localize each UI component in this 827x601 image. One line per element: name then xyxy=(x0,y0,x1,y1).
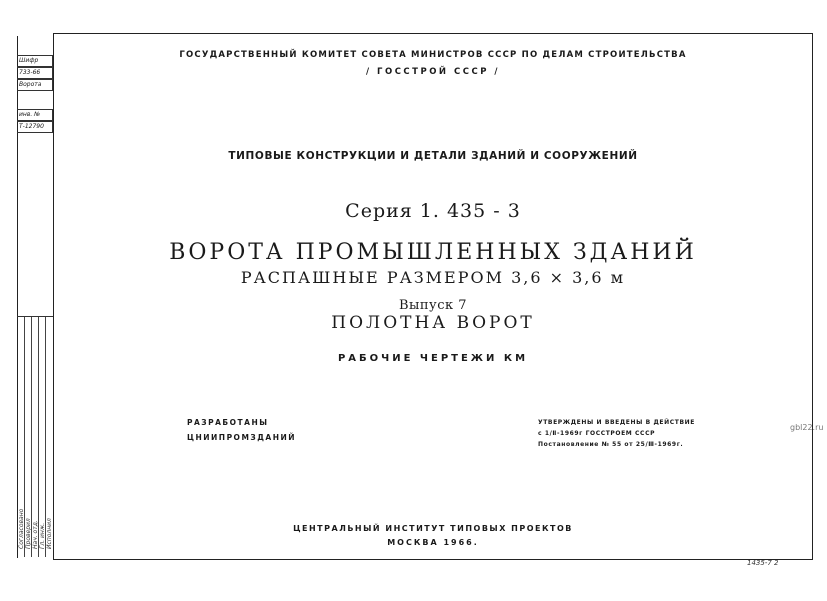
side-note: Исполнил xyxy=(46,518,53,549)
archive-stamp xyxy=(17,55,53,133)
developer-block xyxy=(187,415,296,445)
developer-label: РАЗРАБОТАНЫ xyxy=(187,418,269,427)
document-title: ВОРОТА ПРОМЫШЛЕННЫХ ЗДАНИЙ xyxy=(169,240,697,265)
publisher-city-year: МОСКВА 1966. xyxy=(387,538,479,547)
drawing-frame xyxy=(53,33,813,560)
approval-line: с 1/Ⅱ-1969г ГОССТРОЕМ СССР xyxy=(538,430,656,437)
organization-short: / ГОССТРОЙ СССР / xyxy=(365,67,501,77)
document-subtitle: РАСПАШНЫЕ РАЗМЕРОМ 3,6 × 3,6 м xyxy=(240,268,626,287)
stamp-cell: Шифр xyxy=(17,55,53,67)
drawings-type: РАБОЧИЕ ЧЕРТЕЖИ КМ xyxy=(337,353,529,364)
side-signature-block xyxy=(17,316,53,557)
side-note: Согласовано xyxy=(18,508,25,549)
issue-title: ПОЛОТНА ВОРОТ xyxy=(331,313,535,333)
issue-label: Выпуск 7 xyxy=(398,298,468,313)
approval-block xyxy=(538,417,695,450)
stamp-cell: Т-12790 xyxy=(17,121,53,133)
sheet-code: 1435-7 2 xyxy=(747,559,779,567)
stamp-cell: инв. № xyxy=(17,109,53,121)
side-note: Нач. отд. xyxy=(32,520,39,549)
series-title: ТИПОВЫЕ КОНСТРУКЦИИ И ДЕТАЛИ ЗДАНИЙ И СООРУЖЕНИЙ xyxy=(228,150,638,162)
publisher-name: ЦЕНТРАЛЬНЫЙ ИНСТИТУТ ТИПОВЫХ ПРОЕКТОВ xyxy=(293,524,573,533)
approval-line: Постановление № 55 от 25/Ⅲ-1969г. xyxy=(538,441,684,448)
stamp-cell: 733-66 xyxy=(17,67,53,79)
series-number: Серия 1. 435 - 3 xyxy=(345,200,521,222)
side-note: Проверил xyxy=(25,518,32,549)
watermark: gbl22.ru xyxy=(790,423,824,432)
approval-line: УТВЕРЖДЕНЫ И ВВЕДЕНЫ В ДЕЙСТВИЕ xyxy=(538,419,695,426)
developer-name: ЦНИИПРОМЗДАНИЙ xyxy=(187,433,297,442)
stamp-cell: Ворота xyxy=(17,79,53,91)
organization-heading: ГОСУДАРСТВЕННЫЙ КОМИТЕТ СОВЕТА МИНИСТРОВ СССР ПО ДЕЛАМ СТРОИТЕЛЬСТВА xyxy=(179,50,687,60)
side-note: Гл. инж. xyxy=(39,522,46,549)
